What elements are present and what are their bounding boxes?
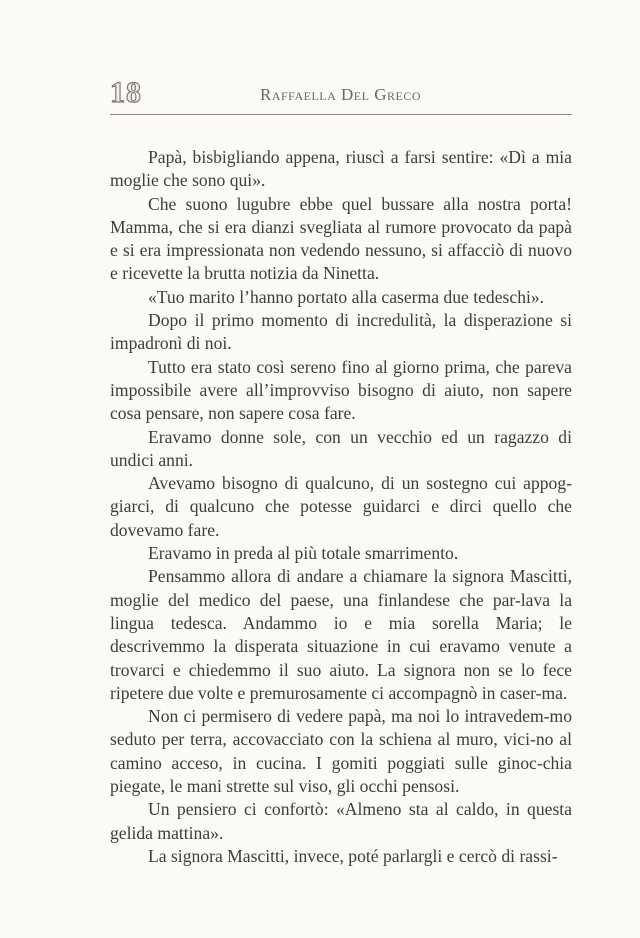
running-head-author: Raffaella Del Greco: [260, 85, 422, 104]
body-text: [110, 146, 572, 868]
paragraph: Eravamo in preda al più totale smarrimento.: [148, 543, 459, 564]
paragraph: Tutto era stato così sereno fino al giorno prima, che pareva impossibile avere all’improvviso bisogno di aiuto, non sapere cosa pensare, non sapere cosa fare.: [110, 356, 572, 424]
paragraph: Dopo il primo momento di incredulità, la disperazione si impadronì di noi.: [110, 310, 572, 354]
page-header: [110, 70, 572, 114]
paragraph: La signora Mascitti, invece, poté parlargli e cercò di rassi-: [148, 845, 558, 866]
paragraph: Avevamo bisogno di qualcuno, di un sostegno cui appog-giarci, di qualcuno che potesse guidarci e dirci quello che dovevamo fare.: [110, 473, 572, 540]
paragraph: Papà, bisbigliando appena, riuscì a farsi sentire: «Dì a mia moglie che sono qui».: [110, 147, 572, 191]
paragraph: Pensammo allora di andare a chiamare la signora Mascitti, moglie del medico del paese, una finlandese che par-lava la lingua tedesca. Andammo io e mia sorella Maria; le descrivemmo la disperata situazione in cui eravamo venute a trovarci e chiedemmo il suo aiuto. La signora non se lo fece ripetere due volte e premurosamente ci accompagnò in caser-ma.: [110, 566, 572, 703]
paragraph: «Tuo marito l’hanno portato alla caserma due tedeschi».: [148, 286, 545, 307]
header-rule: [110, 114, 572, 115]
paragraph: Un pensiero ci confortò: «Almeno sta al caldo, in questa gelida mattina».: [110, 799, 572, 843]
paragraph: Non ci permisero di vedere papà, ma noi lo intravedem-mo seduto per terra, accovacciato con la schiena al muro, vici-no al camino acceso, in cucina. I gomiti poggiati sulle ginoc-chia piegate, le mani strette sul viso, gli occhi pensosi.: [110, 706, 572, 797]
paragraph: Che suono lugubre ebbe quel bussare alla nostra porta! Mamma, che si era dianzi svegliata al rumore provocato da papà e si era impressionata non vedendo nessuno, si affacciò di nuovo e ricevette la brutta notizia da Ninetta.: [110, 193, 572, 284]
paragraph: Eravamo donne sole, con un vecchio ed un ragazzo di undici anni.: [110, 426, 572, 470]
page-number: 18: [110, 76, 142, 109]
